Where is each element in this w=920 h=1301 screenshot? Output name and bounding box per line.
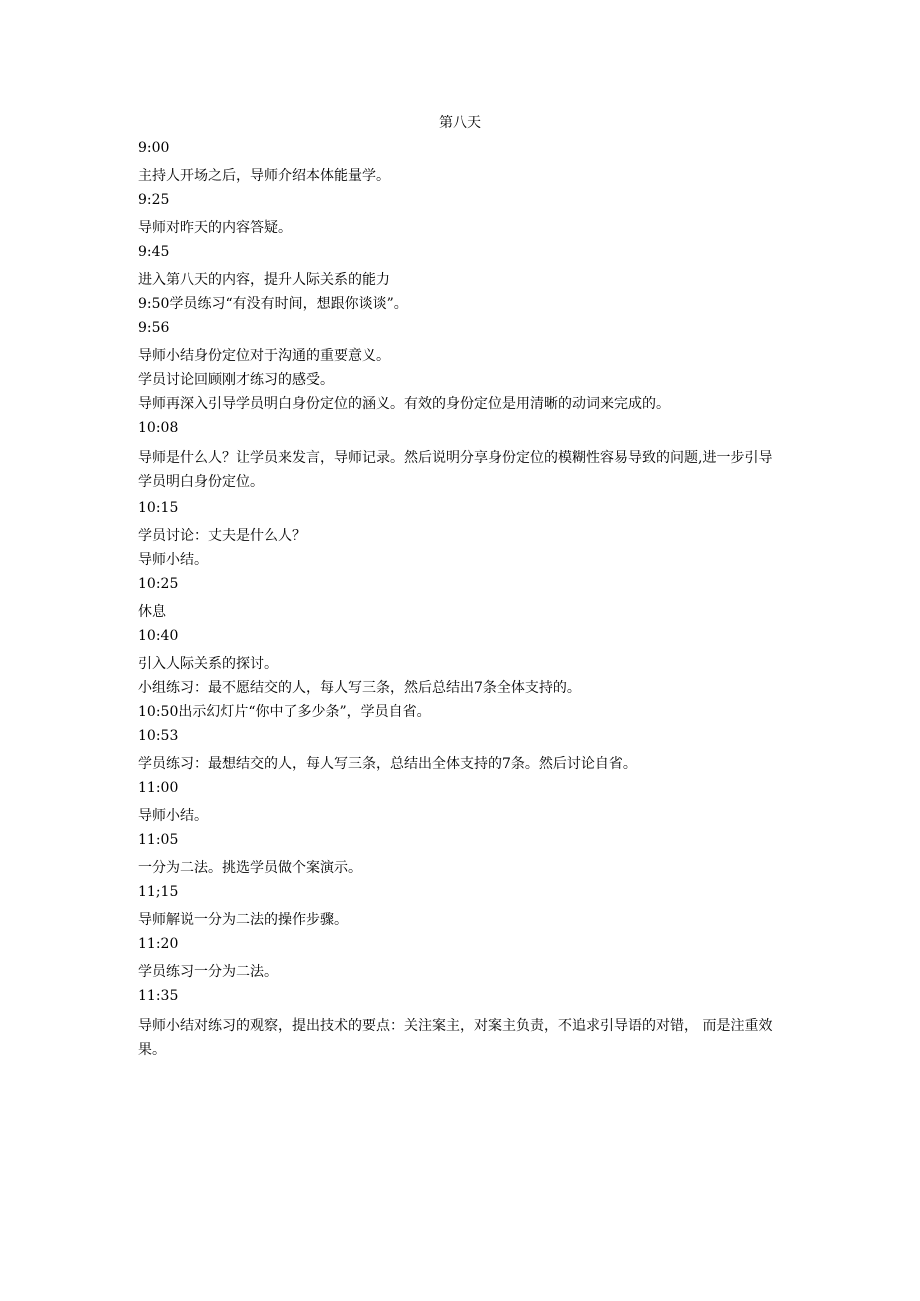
schedule-line: 主持人开场之后，导师介绍本体能量学。 bbox=[138, 168, 390, 184]
schedule-line: 导师对昨天的内容答疑。 bbox=[138, 220, 292, 236]
schedule-paragraph: 导师是什么人？让学员来发言，导师记录。然后说明分享身份定位的模糊性容易导致的问题,进一步引导学员明白身份定位。 bbox=[138, 450, 773, 490]
time-stamp: 11:20 bbox=[138, 936, 179, 952]
time-stamp: 9:00 bbox=[138, 140, 170, 156]
schedule-line: 引入人际关系的探讨。 bbox=[138, 656, 278, 672]
schedule-line: 休息 bbox=[138, 604, 166, 620]
time-stamp: 10:15 bbox=[138, 500, 179, 516]
schedule-line: 学员练习：最想结交的人，每人写三条，总结出全体支持的7条。然后讨论自省。 bbox=[138, 756, 637, 772]
schedule-paragraph: 导师小结对练习的观察，提出技术的要点：关注案主，对案主负责，不追求引导语的对错， 而是注重效果。 bbox=[138, 1018, 773, 1058]
time-stamp: 11:05 bbox=[138, 832, 179, 848]
time-stamp: 10:40 bbox=[138, 628, 179, 644]
schedule-line: 进入第八天的内容，提升人际关系的能力 bbox=[138, 272, 390, 288]
time-stamp: 9:56 bbox=[138, 320, 170, 336]
schedule-line: 学员讨论回顾刚才练习的感受。 bbox=[138, 372, 334, 388]
time-stamp: 11;15 bbox=[138, 884, 179, 900]
schedule-line: 9:50学员练习“有没有时间，想跟你谈谈”。 bbox=[138, 296, 408, 312]
schedule-line: 导师小结。 bbox=[138, 808, 208, 824]
page-title: 第八天 bbox=[439, 115, 481, 131]
schedule-content bbox=[138, 138, 782, 1066]
time-stamp: 10:25 bbox=[138, 576, 179, 592]
time-stamp: 9:25 bbox=[138, 192, 170, 208]
time-stamp: 10:53 bbox=[138, 728, 179, 744]
time-stamp: 9:45 bbox=[138, 244, 170, 260]
time-stamp: 10:08 bbox=[138, 420, 179, 436]
time-stamp: 11:35 bbox=[138, 988, 179, 1004]
schedule-line: 学员练习一分为二法。 bbox=[138, 964, 278, 980]
schedule-line: 10:50出示幻灯片“你中了多少条”，学员自省。 bbox=[138, 704, 431, 720]
schedule-line: 导师解说一分为二法的操作步骤。 bbox=[138, 912, 348, 928]
schedule-line: 学员讨论：丈夫是什么人？ bbox=[138, 528, 306, 544]
schedule-line: 导师小结身份定位对于沟通的重要意义。 bbox=[138, 348, 390, 364]
schedule-line: 导师小结。 bbox=[138, 552, 208, 568]
schedule-line: 小组练习：最不愿结交的人，每人写三条，然后总结出7条全体支持的。 bbox=[138, 680, 581, 696]
time-stamp: 11:00 bbox=[138, 780, 179, 796]
schedule-line: 导师再深入引导学员明白身份定位的涵义。有效的身份定位是用清晰的动词来完成的。 bbox=[138, 396, 670, 412]
schedule-line: 一分为二法。挑选学员做个案演示。 bbox=[138, 860, 362, 876]
